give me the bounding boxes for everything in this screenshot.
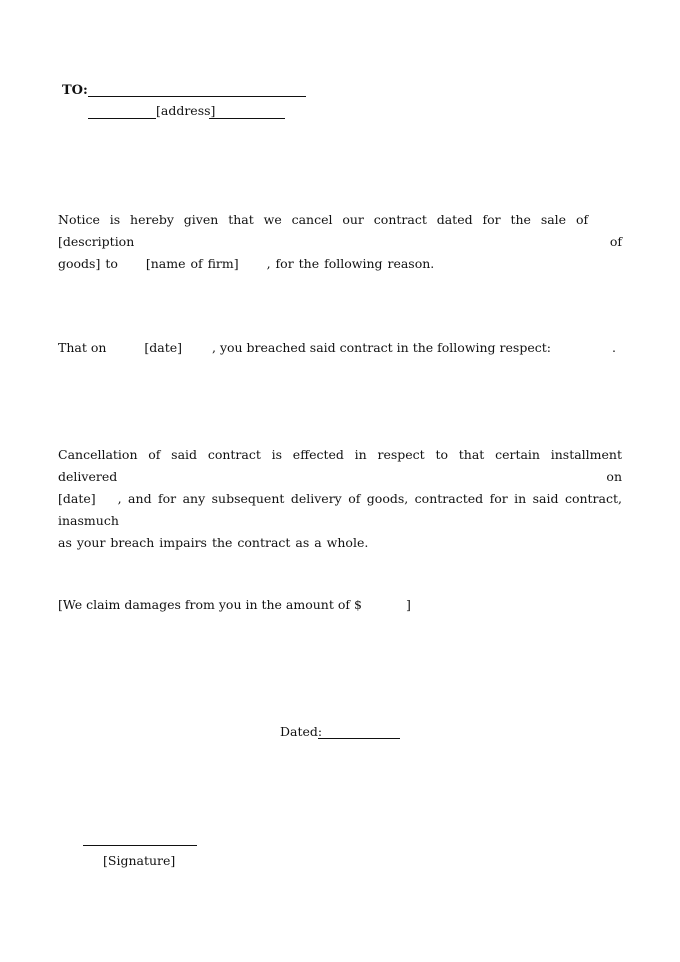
cancellation-line-3: as your breach impairs the contract as a whole. [58, 535, 369, 550]
notice-text-2: goods] to [58, 256, 118, 271]
notice-paragraph [58, 209, 622, 275]
dated-label: Dated: [280, 724, 323, 739]
breach-paragraph [58, 340, 622, 355]
breach-end: . [612, 340, 616, 355]
to-name-line [88, 96, 306, 97]
cancellation-line-1: Cancellation of said contract is effected in respect to that certain installment delivered on [58, 447, 622, 484]
cancellation-date-placeholder: [date] [58, 491, 96, 506]
notice-line-1 [58, 209, 622, 253]
breach-date-placeholder: [date] [144, 340, 183, 355]
damages-end: ] [405, 597, 411, 612]
address-line-right [209, 118, 285, 119]
breach-text-2: , you breached said contract in the following respect: [212, 340, 551, 355]
address-line-left [88, 118, 156, 119]
cancellation-line-2 [58, 488, 622, 532]
dated-line [318, 738, 400, 739]
damages-text: [We claim damages from you in the amount of $ [58, 597, 362, 612]
breach-text-1: That on [58, 340, 107, 355]
notice-text-1: Notice is hereby given that we cancel our contract dated for the sale of [58, 212, 589, 227]
cancellation-text-2: , and for any subsequent delivery of goods, contracted for in said contract, inasmuch [58, 491, 622, 528]
cancellation-paragraph [58, 444, 622, 554]
signature-line [83, 845, 197, 846]
damages-line [58, 597, 411, 612]
signature-label: [Signature] [103, 853, 176, 868]
to-label: TO: [62, 83, 88, 98]
firm-placeholder: [name of firm] [145, 256, 239, 271]
address-placeholder: [address] [156, 103, 216, 118]
description-placeholder: [description of [58, 234, 622, 249]
notice-line-2 [58, 253, 622, 275]
notice-text-3: , for the following reason. [266, 256, 435, 271]
